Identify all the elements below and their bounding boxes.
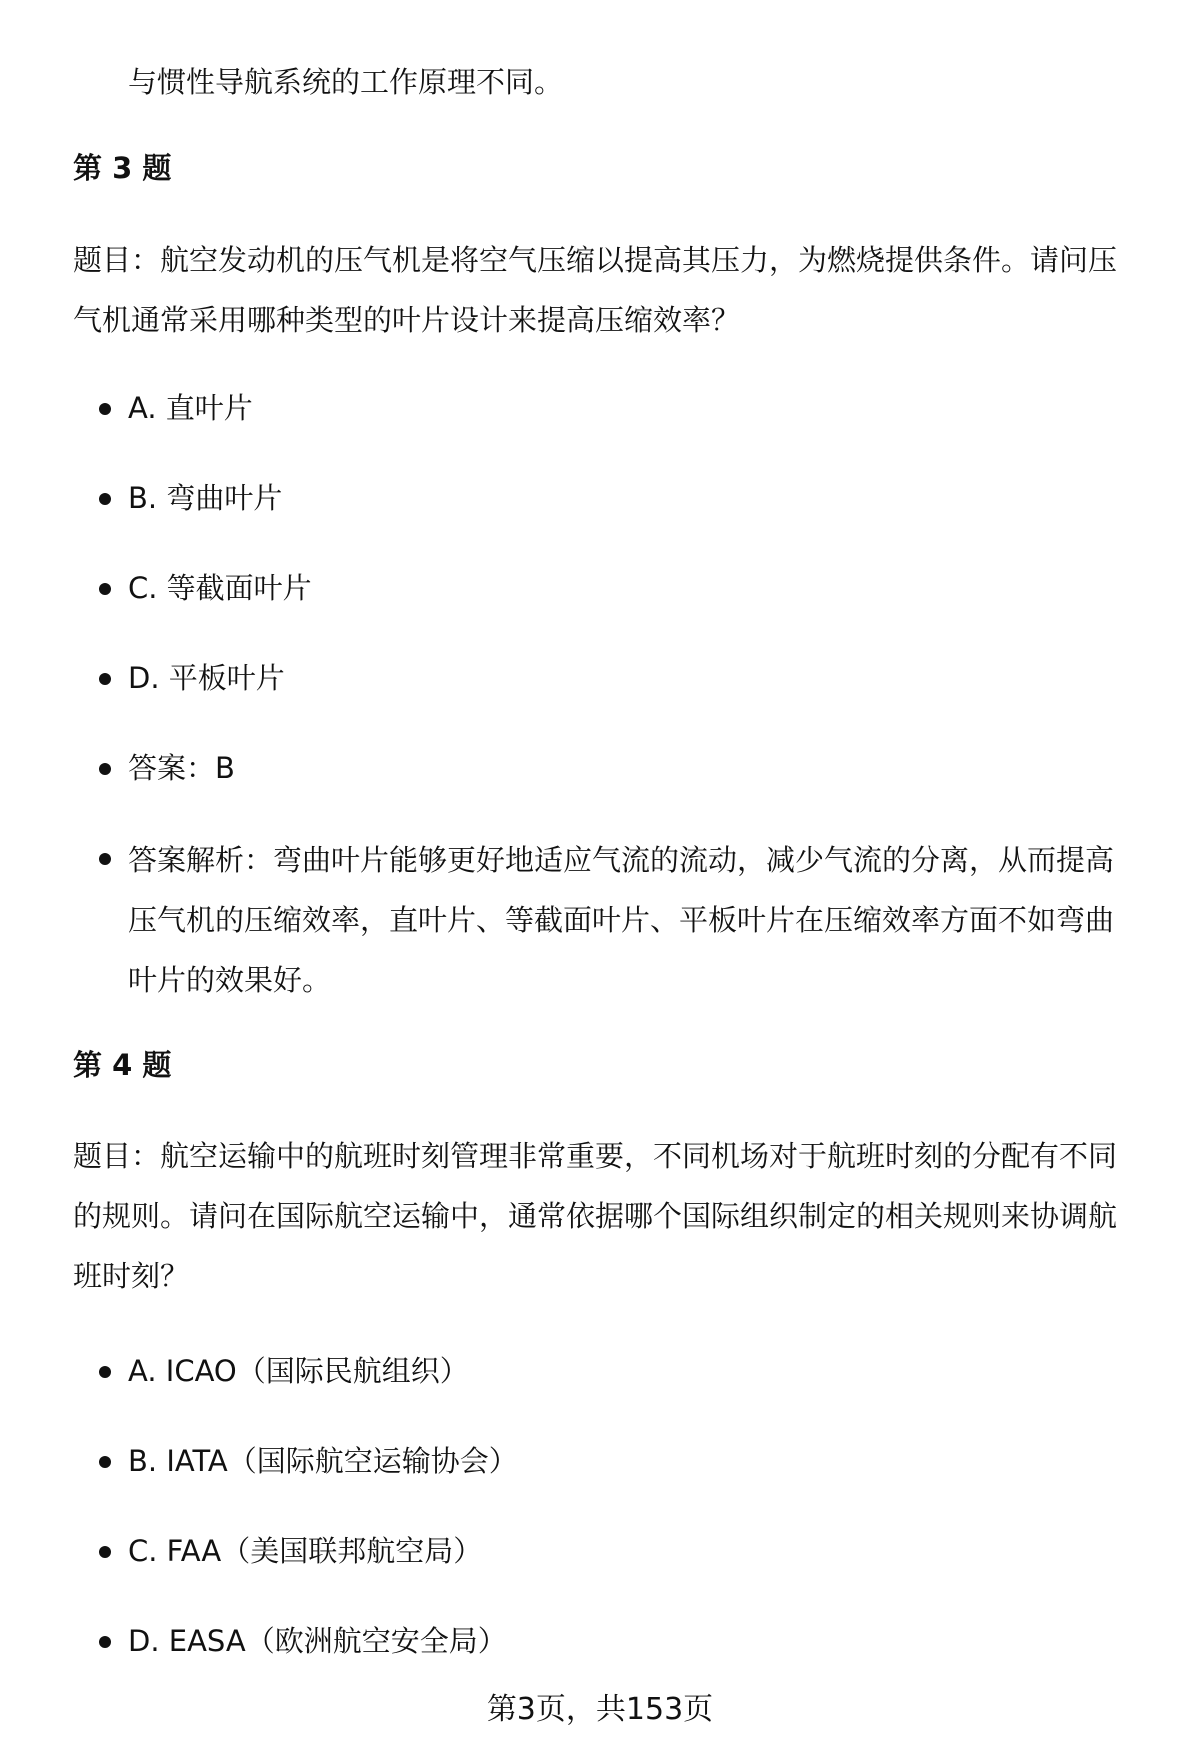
bullet-icon (99, 1366, 111, 1378)
question-4-option-c: C. FAA（美国联邦航空局） (128, 1534, 483, 1568)
question-4-option-a: A. ICAO（国际民航组织） (128, 1354, 469, 1388)
question-3-answer: 答案：B (128, 751, 235, 785)
question-4-option-d: D. EASA（欧洲航空安全局） (128, 1624, 507, 1658)
bullet-icon (99, 1636, 111, 1648)
question-3-heading: 第 3 题 (73, 151, 172, 185)
question-3-option-a: A. 直叶片 (128, 391, 253, 425)
question-3-stem-line-1: 题目：航空发动机的压气机是将空气压缩以提高其压力，为燃烧提供条件。请问压 (73, 243, 1118, 277)
bullet-icon (99, 853, 111, 865)
bullet-icon (99, 1456, 111, 1468)
continuation-text: 与惯性导航系统的工作原理不同。 (128, 65, 564, 99)
bullet-icon (99, 493, 111, 505)
page-number: 第3页，共153页 (486, 1692, 714, 1727)
question-4-stem-line-2: 的规则。请问在国际航空运输中，通常依据哪个国际组织制定的相关规则来协调航 (73, 1199, 1118, 1233)
bullet-icon (99, 763, 111, 775)
question-4-stem-line-1: 题目：航空运输中的航班时刻管理非常重要，不同机场对于航班时刻的分配有不同 (73, 1139, 1118, 1173)
question-4-stem-line-3: 班时刻？ (73, 1259, 190, 1293)
question-4-heading: 第 4 题 (73, 1048, 172, 1082)
question-3-analysis-line-2: 压气机的压缩效率，直叶片、等截面叶片、平板叶片在压缩效率方面不如弯曲 (128, 903, 1115, 937)
question-3-option-b: B. 弯曲叶片 (128, 481, 283, 515)
bullet-icon (99, 673, 111, 685)
bullet-icon (99, 1546, 111, 1558)
question-3-option-d: D. 平板叶片 (128, 661, 285, 695)
bullet-icon (99, 403, 111, 415)
bullet-icon (99, 583, 111, 595)
question-3-stem-line-2: 气机通常采用哪种类型的叶片设计来提高压缩效率？ (73, 303, 741, 337)
question-3-analysis-line-1: 答案解析：弯曲叶片能够更好地适应气流的流动，减少气流的分离，从而提高 (128, 843, 1115, 877)
question-3-option-c: C. 等截面叶片 (128, 571, 312, 605)
question-4-option-b: B. IATA（国际航空运输协会） (128, 1444, 518, 1478)
question-3-analysis-line-3: 叶片的效果好。 (128, 963, 332, 997)
